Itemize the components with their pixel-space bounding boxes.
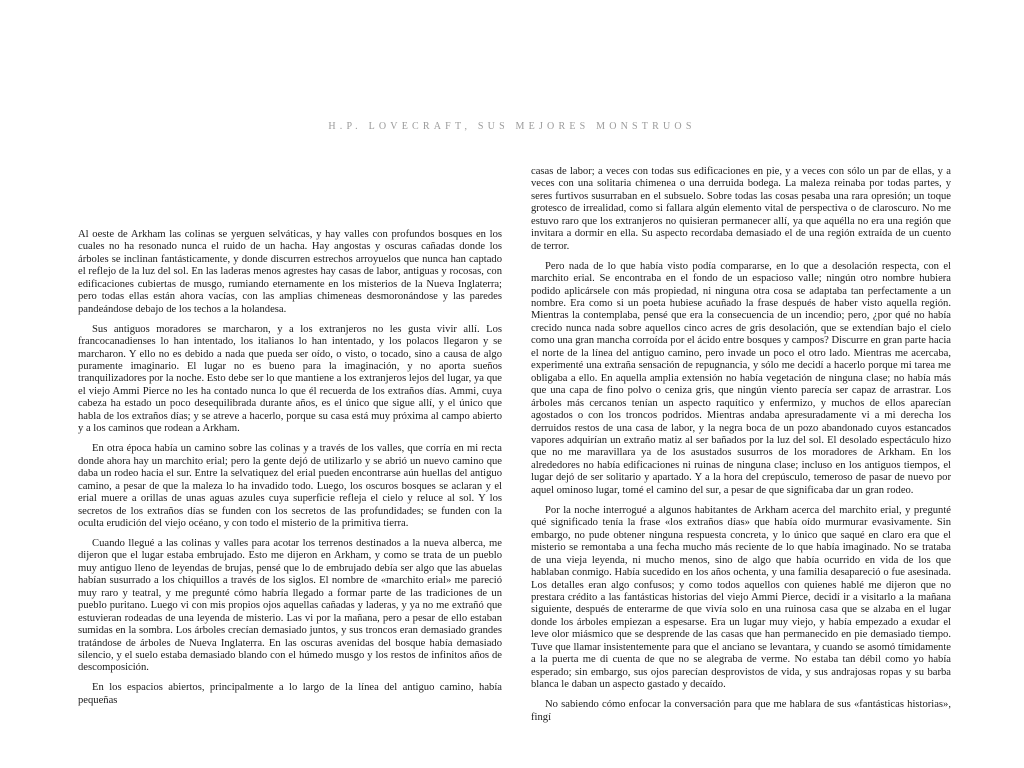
- paragraph: En otra época había un camino sobre las colinas y a través de los valles, que corría en mi recta donde ahora hay un marchito erial; pero la gente dejó de utilizarlo y se abrió un nuevo camino que daba un rodeo hacia el sur. Entre la selvatiquez del erial pueden encontrarse aún huellas del antiguo camino, a pesar de que la maleza lo ha invadido todo. Luego, los oscuros bosques se aclaran y el erial muere a orillas de unas aguas azules cuya superficie refleja el cielo y reluce al sol. Y los secretos de los extraños días se funden con los secretos de las profundidades; se funden con la oculta erudición del viejo océano, y con todo el misterio de la primitiva tierra.: [78, 443, 502, 529]
- left-page-column: [78, 229, 502, 715]
- running-head: H.P. LOVECRAFT, SUS MEJORES MONSTRUOS: [328, 121, 696, 132]
- paragraph: Cuando llegué a las colinas y valles para acotar los terrenos destinados a la nueva alberca, me dijeron que el lugar estaba embrujado. Esto me dijeron en Arkham, y como se trata de un pueblo muy antiguo lleno de leyendas de brujas, pensé que lo de embrujado debía ser algo que las abuelas habían susurrado a los chiquillos a través de los siglos. El nombre de «marchito erial» me pareció muy raro y teatral, y me pregunté cómo habría llegado a formar parte de las tradiciones de un pueblo puritano. Luego vi con mis propios ojos aquellas cañadas y laderas, y ya no me extrañó que estuvieran rodeadas de una leyenda de misterio. Las vi por la mañana, pero a pesar de ello estaban sumidas en la sombra. Los árboles crecían demasiado juntos, y sus troncos eran demasiado grandes tratándose de árboles de Nueva Inglaterra. En las oscuras avenidas del bosque había demasiado silencio, y el suelo estaba demasiado blando con el húmedo musgo y los restos de infinitos años de descomposición.: [78, 537, 502, 674]
- right-page-column: [531, 166, 951, 731]
- paragraph: Pero nada de lo que había visto podía compararse, en lo que a desolación respecta, con el marchito erial. Se encontraba en el fondo de un espacioso valle; ningún otro nombre hubiera podido aplicársele con más propiedad, ni ninguna otra cosa se adaptaba tan perfectamente a un nombre. Era como si un poeta hubiese acuñado la frase después de haber visto aquella región. Mientras la contemplaba, pensé que era la consecuencia de un incendio; pero, ¿por qué no había crecido nunca nada sobre aquellos cinco acres de gris desolación, que se extendían bajo el cielo como una gran mancha corroída por el ácido entre bosques y campos? Discurre en gran parte hacia el norte de la línea del antiguo camino, pero invade un poco el otro lado. Mientras me acercaba, experimenté una extraña sensación de repugnancia, y sólo me decidí a hacerlo porque mi tarea me obligaba a ello. En aquella amplia extensión no había vegetación de ninguna clase; no había más que una capa de fino polvo o ceniza gris, que ningún viento parecía ser capaz de arrastrar. Los árboles más cercanos tenían un aspecto raquítico y enfermizo, y muchos de ellos aparecían agostados o con los troncos podridos. Mientras andaba apresuradamente vi a mi derecha los derruidos restos de una casa de labor, y la negra boca de un pozo abandonado cuyos estancados vapores adquirían un extraño matiz al ser bañados por la luz del sol. El desolado espectáculo hizo que no me maravillara ya de los asustados susurros de los moradores de Arkham. En los alrededores no había edificaciones ni ruinas de ninguna clase; incluso en los antiguos tiempos, el lugar dejó de ser solitario y apartado. Y a la hora del crepúsculo, temeroso de pasar de nuevo por aquel ominoso lugar, tomé el camino del sur, a pesar de que significaba dar un gran rodeo.: [531, 260, 951, 496]
- paragraph: Sus antiguos moradores se marcharon, y a los extranjeros no les gusta vivir allí. Los francocanadienses lo han intentado, los italianos lo han intentado, y los polacos llegaron y se marcharon. Y ello no es debido a nada que pueda ser oído, o visto, o tocado, sino a causa de algo puramente imaginario. El lugar no es bueno para la imaginación, y no aporta sueños tranquilizadores por la noche. Esto debe ser lo que mantiene a los extranjeros lejos del lugar, ya que el viejo Ammi Pierce no les ha contado nunca lo que él recuerda de los extraños días. Ammi, cuya cabeza ha estado un poco desequilibrada durante años, es el único que sigue allí, y el único que habla de los extraños días; y se atreve a hacerlo, porque su casa está muy próxima al campo abierto y a los caminos que rodean a Arkham.: [78, 323, 502, 435]
- paragraph: En los espacios abiertos, principalmente a lo largo de la línea del antiguo camino, había pequeñas: [78, 682, 502, 706]
- paragraph: Por la noche interrogué a algunos habitantes de Arkham acerca del marchito erial, y pregunté qué significado tenía la frase «los extraños días» que había oído murmurar evasivamente. Sin embargo, no pude obtener ninguna respuesta concreta, y lo único que saqué en claro era que el misterio se remontaba a una fecha mucho más reciente de lo que había imaginado. No se trataba de una vieja leyenda, ni mucho menos, sino de algo que había ocurrido en vida de los que hablaban conmigo. Había sucedido en los años ochenta, y una familia desapareció o fue asesinada. Los detalles eran algo confusos; y como todos aquellos con quienes hablé me dijeron que no prestara crédito a las fantásticas historias del viejo Ammi Pierce, decidí ir a visitarlo a la mañana siguiente, después de enterarme de que vivía solo en una ruinosa casa que se alzaba en el lugar donde los árboles empiezan a espesarse. Era un lugar muy viejo, y había empezado a exudar el leve olor miásmico que se desprende de las casas que han permanecido en pie demasiado tiempo. Tuve que llamar insistentemente para que el anciano se levantara, y cuando se asomó tímidamente a la puerta me di cuenta de que no se alegraba de verme. No estaba tan débil como yo había esperado; sin embargo, sus ojos parecían desprovistos de vida, y sus andrajosas ropas y su barba blanca le daban un aspecto gastado y decaído.: [531, 504, 951, 691]
- paragraph: No sabiendo cómo enfocar la conversación para que me hablara de sus «fantásticas historias», fingí: [531, 699, 951, 723]
- paragraph: Al oeste de Arkham las colinas se yerguen selváticas, y hay valles con profundos bosques en los cuales no ha resonado nunca el ruido de un hacha. Hay angostas y oscuras cañadas donde los árboles se inclinan fantásticamente, y donde discurren estrechos arroyuelos que nunca han captado el reflejo de la luz del sol. En las laderas menos agrestes hay casas de labor, antiguas y rocosas, con edificaciones cubiertas de musgo, rumiando eternamente en los misterios de la Nueva Inglaterra; pero todas ellas están ahora vacías, con las amplias chimeneas desmoronándose y las paredes pandeándose debajo de los techos a la holandesa.: [78, 229, 502, 315]
- paragraph: casas de labor; a veces con todas sus edificaciones en pie, y a veces con sólo un par de ellas, y a veces con una solitaria chimenea o una derruida bodega. La maleza reinaba por todas partes, y seres furtivos susurraban en el subsuelo. Sobre todas las cosas pesaba una rara opresión; un toque grotesco de irrealidad, como si fallara algún elemento vital de perspectiva o de claroscuro. No me estuvo raro que los extranjeros no quisieran permanecer allí, ya que aquélla no era una región que invitara a dormir en ella. Su aspecto recordaba demasiado el de una región extraída de un cuento de terror.: [531, 166, 951, 252]
